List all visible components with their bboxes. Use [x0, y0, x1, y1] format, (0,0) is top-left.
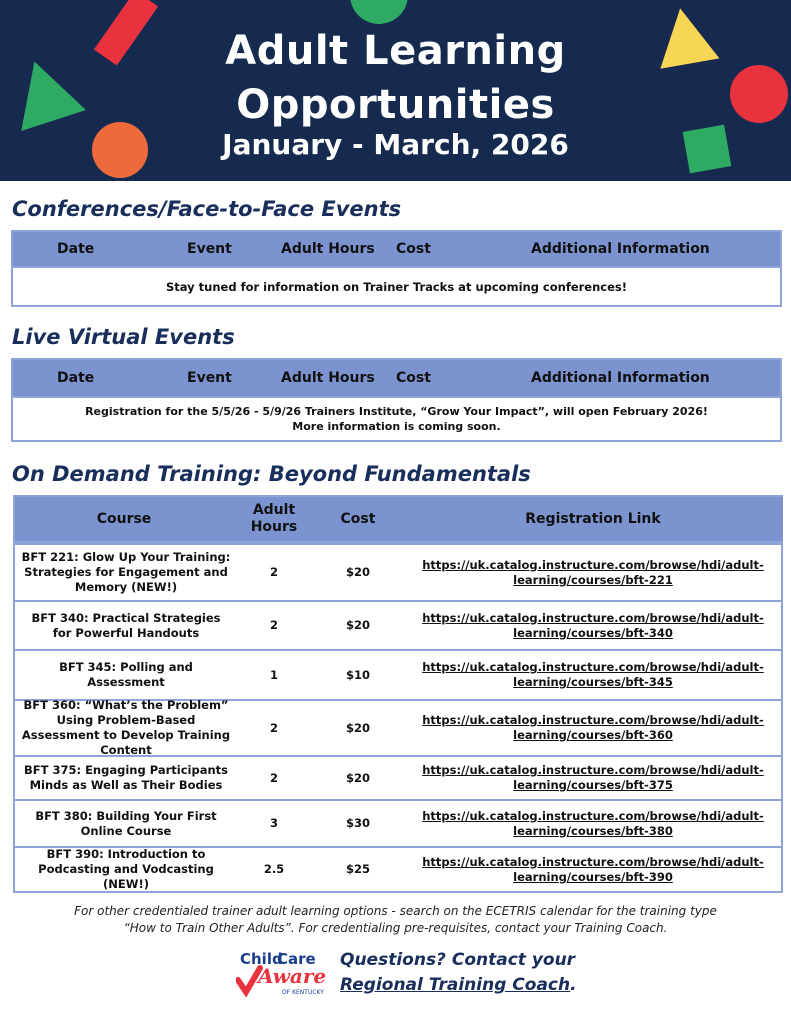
- virtual-table-header: [11, 358, 782, 398]
- table-row: [13, 600, 783, 651]
- column-header-cost: Cost: [396, 241, 431, 257]
- column-header-additional-info: Additional Information: [531, 370, 710, 386]
- registration-link[interactable]: [403, 701, 783, 755]
- registration-link-line-2[interactable]: learning/courses/bft-380: [513, 823, 673, 838]
- ondemand-table-header: [13, 495, 783, 543]
- ondemand-heading: On Demand Training: Beyond Fundamentals: [12, 462, 531, 486]
- table-row: [13, 699, 783, 757]
- virtual-note-line-1: Registration for the 5/5/26 - 5/9/26 Trainers Institute, “Grow Your Impact”, will open February 2026!: [85, 405, 708, 418]
- registration-link[interactable]: [403, 651, 783, 699]
- registration-link-line-2[interactable]: learning/courses/bft-390: [513, 869, 673, 884]
- regional-training-coach-link[interactable]: Regional Training Coach: [340, 975, 571, 995]
- column-header-event: Event: [187, 241, 232, 257]
- virtual-heading: Live Virtual Events: [12, 325, 235, 349]
- checkmark-icon: [238, 968, 260, 992]
- cost: $25: [345, 862, 370, 876]
- column-header-date: Date: [57, 370, 95, 386]
- course-name: BFT 221: Glow Up Your Training: Strategies for Engagement and Memory (NEW!): [21, 550, 231, 594]
- course-name: BFT 340: Practical Strategies for Powerful Handouts: [31, 610, 221, 640]
- column-header-cost: Cost: [325, 497, 391, 541]
- column-header-registration-link: Registration Link: [403, 497, 783, 541]
- registration-link-line-1[interactable]: https://uk.catalog.instructure.com/browse/hdi/adult-: [422, 610, 764, 625]
- registration-link-line-1[interactable]: https://uk.catalog.instructure.com/browse/hdi/adult-: [422, 557, 764, 572]
- column-header-adult-hours: Adult Hours: [281, 241, 375, 257]
- childcare-aware-logo-graphic: [236, 950, 326, 998]
- adult-hours: 2: [269, 720, 278, 735]
- contact-line-2: [340, 975, 577, 995]
- column-header-additional-info: Additional Information: [531, 241, 710, 257]
- registration-link-line-2[interactable]: learning/courses/bft-360: [513, 728, 673, 742]
- course-name: BFT 380: Building Your First Online Course: [35, 808, 217, 838]
- virtual-note-line-2: More information is coming soon.: [292, 420, 501, 433]
- green-circle-shape: [350, 0, 408, 24]
- column-header-cost: Cost: [396, 370, 431, 386]
- adult-hours: 2: [269, 770, 278, 785]
- registration-link[interactable]: [403, 602, 783, 649]
- page-title-line-1: Adult Learning: [225, 28, 566, 74]
- adult-hours: 2: [269, 565, 278, 579]
- cost: $20: [345, 565, 370, 579]
- column-header-event: Event: [187, 370, 232, 386]
- registration-link-line-1[interactable]: https://uk.catalog.instructure.com/browse/hdi/adult-: [422, 808, 764, 823]
- conferences-note-row: [11, 266, 782, 307]
- registration-link-line-2[interactable]: learning/courses/bft-221: [513, 572, 673, 587]
- column-header-adult-hours: Adult Hours: [241, 497, 307, 541]
- registration-link-line-2[interactable]: learning/courses/bft-345: [513, 675, 673, 689]
- cost: $20: [345, 618, 370, 632]
- cost: $10: [345, 667, 370, 682]
- footer-note: For other credentialed trainer adult learning options - search on the ECETRIS calendar for the training type “How to Train Other Adults”. For credentialing pre-requisites, contact your Training Coach.: [74, 904, 717, 935]
- logo-text-aware: Aware: [258, 964, 326, 988]
- registration-link-line-2[interactable]: learning/courses/bft-340: [513, 625, 673, 640]
- registration-link[interactable]: [403, 848, 783, 891]
- registration-link[interactable]: [403, 757, 783, 799]
- column-header-date: Date: [57, 241, 95, 257]
- logo-text-kentucky: OF KENTUCKY: [282, 989, 324, 996]
- course-name: BFT 360: “What’s the Problem” Using Problem-Based Assessment to Develop Training Content: [21, 698, 231, 757]
- logo-text-child: Child: [240, 950, 283, 968]
- course-name: BFT 345: Polling and Assessment: [59, 660, 193, 689]
- conferences-table-header: [11, 230, 782, 268]
- contact-line-1: Questions? Contact your: [340, 950, 576, 970]
- header-banner: [0, 0, 791, 181]
- table-row: [13, 649, 783, 701]
- adult-hours: 1: [269, 667, 278, 682]
- course-name: BFT 390: Introduction to Podcasting and Vodcasting (NEW!): [38, 847, 214, 891]
- adult-hours: 3: [269, 816, 278, 830]
- page-title-line-2: Opportunities: [236, 82, 555, 128]
- registration-link-line-2[interactable]: learning/courses/bft-375: [513, 778, 673, 792]
- cost: $20: [345, 720, 370, 735]
- registration-link-line-1[interactable]: https://uk.catalog.instructure.com/browse/hdi/adult-: [422, 763, 764, 777]
- adult-hours: 2.5: [263, 862, 285, 876]
- table-row: [13, 846, 783, 893]
- virtual-note-row: [11, 396, 782, 442]
- table-row: [13, 543, 783, 602]
- table-row: [13, 755, 783, 801]
- column-header-course: Course: [15, 497, 233, 541]
- column-header-adult-hours: Adult Hours: [281, 370, 375, 386]
- conferences-note: Stay tuned for information on Trainer Tracks at upcoming conferences!: [166, 279, 627, 294]
- table-row: [13, 799, 783, 848]
- registration-link-line-1[interactable]: https://uk.catalog.instructure.com/browse/hdi/adult-: [422, 854, 764, 869]
- logo-text-care: Care: [277, 950, 316, 968]
- page-subtitle: January - March, 2026: [222, 128, 569, 161]
- adult-hours: 2: [269, 618, 278, 632]
- course-name: BFT 375: Engaging Participants Minds as Well as Their Bodies: [24, 763, 228, 792]
- registration-link[interactable]: [403, 545, 783, 600]
- contact-period: .: [570, 975, 577, 995]
- cost: $30: [345, 816, 370, 830]
- childcare-aware-logo: [236, 950, 326, 998]
- cost: $20: [345, 770, 370, 785]
- registration-link-line-1[interactable]: https://uk.catalog.instructure.com/browse/hdi/adult-: [422, 660, 764, 674]
- registration-link[interactable]: [403, 801, 783, 846]
- registration-link-line-1[interactable]: https://uk.catalog.instructure.com/browse/hdi/adult-: [422, 713, 764, 727]
- conferences-heading: Conferences/Face-to-Face Events: [12, 197, 402, 221]
